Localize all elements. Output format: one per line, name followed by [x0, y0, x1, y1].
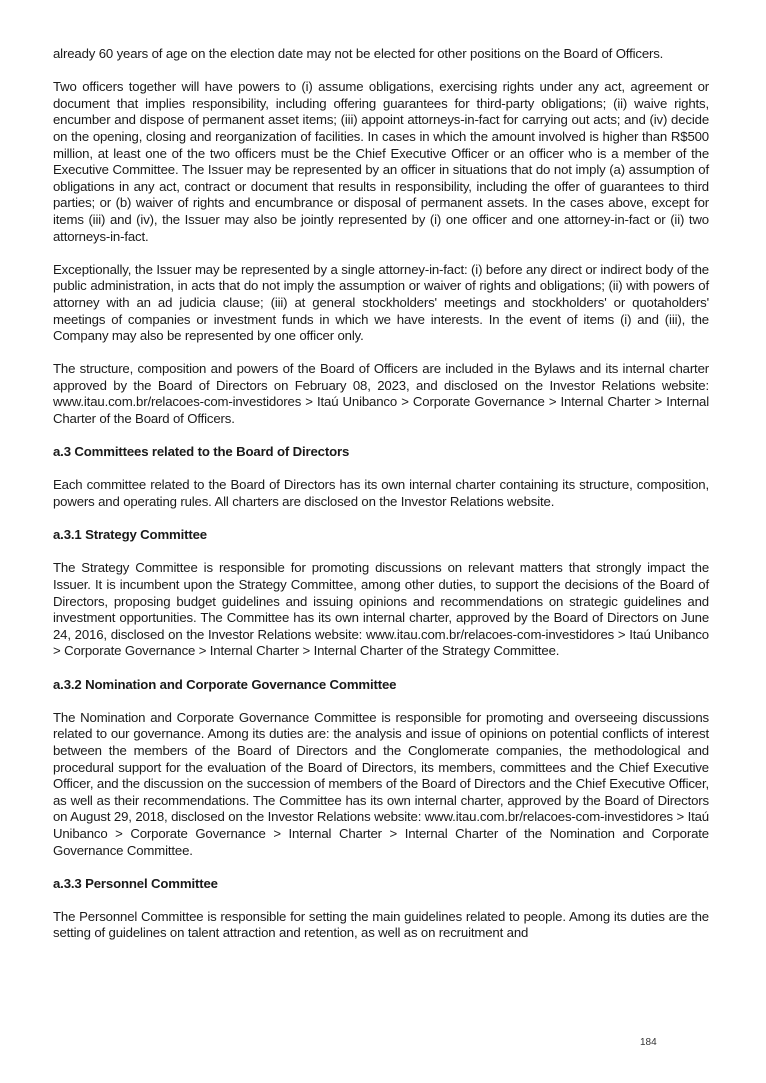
heading-committees-board-directors: a.3 Committees related to the Board of Directors: [53, 444, 350, 460]
paragraph-board-officers-age-limit: already 60 years of age on the election date may not be elected for other positions on the Board of Officers.: [53, 46, 664, 61]
paragraph-strategy-committee: The Strategy Committee is responsible for promoting discussions on relevant matters that strongly impact the Issuer. It is incumbent upon the Strategy Committee, among other duties, to support the decisions of the Board of Directors, proposing budget guidelines and issuing opinions and recommendations on strategic guidelines and investment opportunities. The Committee has its own internal charter, approved by the Board of Directors on June 24, 2016, disclosed on the Investor Relations website: www.itau.com.br/relacoes-com-investidores > Itaú Unibanco > Corporate Governance > Internal Charter > Internal Charter of the Strategy Committee.: [53, 560, 709, 659]
heading-strategy-committee: a.3.1 Strategy Committee: [53, 527, 207, 543]
page-number: 184: [640, 1037, 657, 1048]
paragraph-nomination-governance-committee: The Nomination and Corporate Governance Committee is responsible for promoting and overseeing discussions related to our governance. Among its duties are: the analysis and issue of opinions on potential conflicts of interest between the members of the Board of Directors and the Conglomerate companies, the methodological and procedural support for the evaluation of the Board of Directors, its members, committees and the Chief Executive Officer, and the discussion on the succession of members of the Board of Directors and the Chief Executive Officer, as well as their recommendations. The Committee has its own internal charter, approved by the Board of Directors on August 29, 2018, disclosed on the Investor Relations website: www.itau.com.br/relacoes-com-investidores > Itaú Unibanco > Corporate Governance > Internal Charter > Internal Charter of the Nomination and Corporate Governance Committee.: [53, 709, 709, 858]
document-page: [53, 46, 709, 959]
paragraph-committees-charters: Each committee related to the Board of Directors has its own internal charter containing its structure, composition, powers and operating rules. All charters are disclosed on the Investor Relations website.: [53, 477, 709, 510]
paragraph-two-officers-powers: Two officers together will have powers to (i) assume obligations, exercising rights under any act, agreement or document that implies responsibility, including offering guarantees for third-party obligations; (ii) waive rights, encumber and dispose of permanent asset items; (iii) appoint attorneys-in-fact for carrying out acts; and (iv) decide on the opening, closing and reorganization of facilities. In cases in which the amount involved is higher than R$500 million, at least one of the two officers must be the Chief Executive Officer or an officer who is a member of the Executive Committee. The Issuer may be represented by an officer in situations that do not imply (a) assumption of obligations in any act, contract or document that results in responsibility, including the offer of guarantees to third parties; or (b) waiver of rights and encumbrance or disposal of permanent assets. In the cases above, except for items (iii) and (iv), the Issuer may also be jointly represented by (i) one officer and one attorney-in-fact or (ii) two attorneys-in-fact.: [53, 79, 709, 244]
paragraph-board-officers-charter: The structure, composition and powers of the Board of Officers are included in the Bylaws and its internal charter approved by the Board of Directors on February 08, 2023, and disclosed on the Investor Relations website: www.itau.com.br/relacoes-com-investidores > Itaú Unibanco > Corporate Governance > Internal Charter > Internal Charter of the Board of Officers.: [53, 361, 709, 427]
heading-personnel-committee: a.3.3 Personnel Committee: [53, 875, 218, 891]
paragraph-single-attorney-representation: Exceptionally, the Issuer may be represented by a single attorney-in-fact: (i) before any direct or indirect body of the public administration, in acts that do not imply the assumption or waiver of rights and obligations; (ii) with powers of attorney with an ad judicia clause; (iii) at general stockholders' meetings and stockholders' or quotaholders' meetings of companies or investment funds in which we have interests. In the event of items (i) and (iii), the Company may also be represented by one officer only.: [53, 261, 709, 344]
paragraph-personnel-committee: The Personnel Committee is responsible for setting the main guidelines related to people. Among its duties are the setting of guidelines on talent attraction and retention, as well as on recruitment and: [53, 908, 709, 941]
heading-nomination-governance-committee: a.3.2 Nomination and Corporate Governance Committee: [53, 676, 397, 692]
